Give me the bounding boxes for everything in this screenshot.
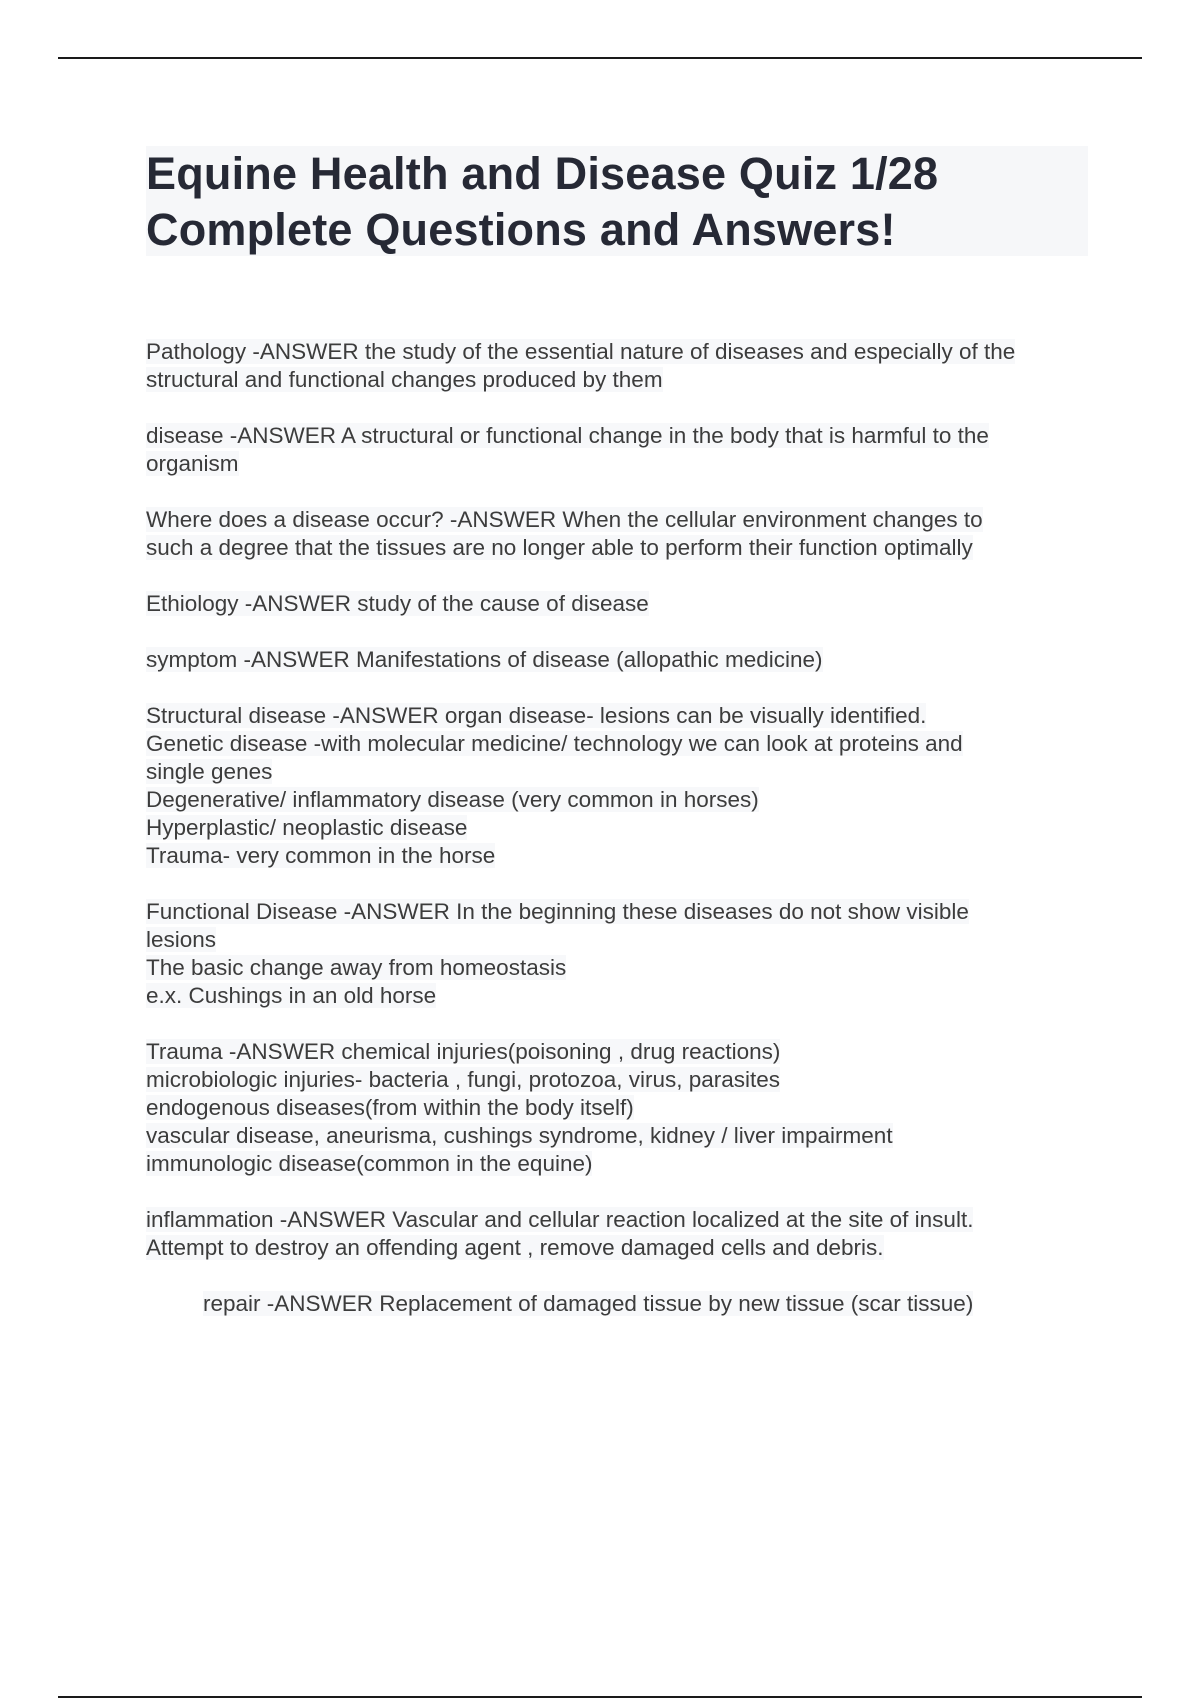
qa-line: lesions [146, 927, 217, 952]
qa-list [146, 338, 1096, 1346]
qa-line: Where does a disease occur? -ANSWER When the cellular environment changes to [146, 507, 983, 532]
qa-line: Attempt to destroy an offending agent , remove damaged cells and debris. [146, 1235, 884, 1260]
bottom-rule [58, 1696, 1142, 1698]
qa-line: microbiologic injuries- bacteria , fungi, protozoa, virus, parasites [146, 1067, 781, 1092]
top-rule [58, 57, 1142, 59]
qa-line: immunologic disease(common in the equine) [146, 1151, 593, 1176]
qa-line: Ethiology -ANSWER study of the cause of disease [146, 591, 649, 616]
qa-line: disease -ANSWER A structural or functional change in the body that is harmful to the [146, 423, 989, 448]
qa-entry-where-disease-occurs [146, 506, 1096, 562]
qa-line: structural and functional changes produced by them [146, 367, 663, 392]
qa-entry-symptom [146, 646, 1096, 674]
qa-entry-repair [146, 1290, 1096, 1318]
qa-line: inflammation -ANSWER Vascular and cellular reaction localized at the site of insult. [146, 1207, 974, 1232]
qa-line: vascular disease, aneurisma, cushings syndrome, kidney / liver impairment [146, 1123, 893, 1148]
qa-entry-ethiology [146, 590, 1096, 618]
qa-line: single genes [146, 759, 273, 784]
title-line-1: Equine Health and Disease Quiz 1/28 [146, 148, 939, 199]
qa-line: such a degree that the tissues are no longer able to perform their function optimally [146, 535, 973, 560]
qa-line: Trauma- very common in the horse [146, 843, 496, 868]
qa-entry-trauma [146, 1038, 1096, 1178]
qa-entry-disease [146, 422, 1096, 478]
qa-line: Pathology -ANSWER the study of the essential nature of diseases and especially of the [146, 339, 1016, 364]
qa-line: e.x. Cushings in an old horse [146, 983, 437, 1008]
qa-line: organism [146, 451, 239, 476]
qa-entry-inflammation [146, 1206, 1096, 1262]
qa-line: Hyperplastic/ neoplastic disease [146, 815, 468, 840]
qa-line: The basic change away from homeostasis [146, 955, 567, 980]
qa-entry-functional-disease [146, 898, 1096, 1010]
qa-line: Functional Disease -ANSWER In the beginning these diseases do not show visible [146, 899, 969, 924]
title-line-2: Complete Questions and Answers! [146, 204, 896, 255]
qa-line: Genetic disease -with molecular medicine/ technology we can look at proteins and [146, 731, 963, 756]
qa-line: endogenous diseases(from within the body itself) [146, 1095, 634, 1120]
qa-entry-pathology [146, 338, 1096, 394]
qa-line: repair -ANSWER Replacement of damaged tissue by new tissue (scar tissue) [203, 1291, 974, 1316]
page-title [146, 146, 1088, 258]
qa-line: Structural disease -ANSWER organ disease- lesions can be visually identified. [146, 703, 927, 728]
qa-entry-structural-disease [146, 702, 1096, 870]
qa-line: symptom -ANSWER Manifestations of disease (allopathic medicine) [146, 647, 823, 672]
qa-line: Trauma -ANSWER chemical injuries(poisoning , drug reactions) [146, 1039, 781, 1064]
qa-line: Degenerative/ inflammatory disease (very common in horses) [146, 787, 759, 812]
